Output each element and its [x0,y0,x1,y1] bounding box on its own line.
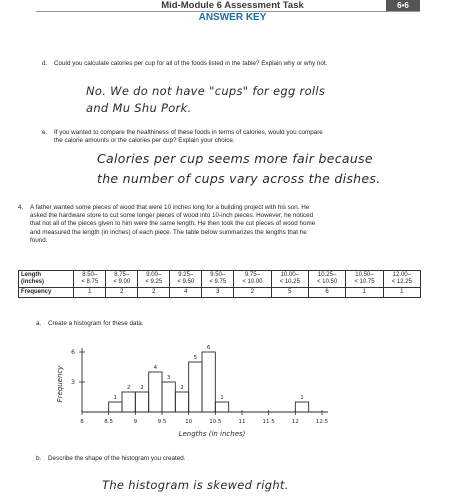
table-cell-frequency: 3 [202,288,234,298]
part-a-text: Create a histogram for these data. [48,320,144,327]
interval-start: 10.25– [317,272,337,278]
question-e-text-line1: If you wanted to compare the healthiness of these foods in terms of calories, would you compare [54,129,323,136]
interval-end: < 9.00 [113,279,131,285]
y-axis-label: Frequency [56,365,64,403]
header-title: Mid-Module 6 Assessment Task [161,0,304,11]
answer-d-line2: and Mu Shu Pork. [86,101,192,115]
x-tick-label: 11 [238,419,246,425]
bar-value-label: 3 [166,375,171,381]
table-header-length-line1: Length [21,272,41,278]
answer-e-line1: Calories per cup seems more fair because [97,151,373,166]
bar-value-label: 2 [180,385,184,391]
question-4-line: found. [30,236,48,244]
x-tick-label: 9 [133,419,138,425]
interval-end: < 10.00 [242,279,263,285]
question-4-line: asked the hardware store to cut some longer pieces of wood into 10-inch pieces. However, he noticed [30,212,314,220]
table-cell-frequency: 2 [234,288,271,298]
histogram-bar [175,392,188,412]
part-b-text: Describe the shape of the histogram you created. [48,455,186,462]
interval-end: < 10.50 [317,279,338,285]
interval-start: 9.00– [146,272,162,278]
interval-start: 12.00– [392,272,411,278]
histogram-bar [135,392,148,412]
question-e-text-line2: the calorie amounts or the calories per cup? Explain your choice. [54,137,235,145]
question-d-text: Could you calculate calories per cup for all of the foods listed in the table? Explain why or why not. [54,60,328,67]
interval-end: < 9.50 [177,279,195,285]
bar-value-label: 1 [220,395,224,401]
interval-end: < 10.25 [279,279,300,285]
table-cell-frequency: 5 [271,288,308,298]
bar-value-label: 2 [140,385,144,391]
histogram-bar [215,402,228,412]
bar-value-label: 1 [113,395,118,401]
bar-value-label: 4 [153,365,158,371]
question-4-line: and measured the length (in inches) of each piece. The table below summarizes the lengths that he [30,228,307,236]
x-tick-label: 10.5 [209,419,222,425]
bar-value-label: 1 [300,395,304,401]
interval-end: < 10.75 [354,279,375,285]
interval-start: 9.25– [178,272,194,278]
interval-end: < 8.75 [81,279,99,285]
table-cell-frequency: 1 [346,288,383,298]
table-cell-frequency: 4 [170,288,202,298]
interval-start: 10.00– [280,272,299,278]
part-a-label: a. [36,320,42,327]
x-tick-label: 9.5 [157,419,167,425]
interval-end: < 9.25 [145,279,163,285]
interval-start: 9.75– [244,272,260,278]
question-4-label: 4. [18,204,24,211]
histogram-bar [109,402,122,412]
answer-e-line2: the number of cups vary across the dishes. [97,171,381,186]
x-tick-label: 12 [291,419,299,425]
interval-start: 10.50– [355,272,374,278]
bar-value-label: 6 [206,345,211,351]
question-4-line: that not all of the pieces given to him were the same length. He then took the cut pieces of wood home [30,220,316,228]
bar-value-label: 2 [126,385,131,391]
interval-end: < 12.25 [391,279,412,285]
interval-end: < 9.75 [209,279,227,285]
x-tick-label: 8.5 [104,419,114,425]
answer-key-label: ANSWER KEY [198,12,267,23]
interval-start: 9.50– [210,272,226,278]
answer-d-line1: No. We do not have "cups" for egg rolls [86,84,326,98]
question-4-line: A father wanted some pieces of wood that were 10 inches long for a building project with his son. He [30,204,310,211]
y-tick-label: 6 [71,349,75,356]
table-cell-frequency: 1 [74,288,106,298]
histogram-bar [122,392,135,412]
part-b-label: b. [36,455,42,462]
x-tick-label: 10 [185,419,193,425]
x-tick-label: 12.5 [315,419,329,425]
histogram-bar [149,372,162,412]
part-b [36,455,186,463]
question-d-label: d. [42,60,48,67]
question-e-label: e. [42,129,48,136]
table-cell-frequency: 1 [383,288,420,298]
table-header-frequency: Frequency [19,288,74,298]
module-badge: 6•6 [386,0,420,12]
table-cell-frequency: 2 [138,288,170,298]
table-cell-frequency: 2 [106,288,138,298]
interval-start: 8.50– [82,272,98,278]
x-tick-label: 8 [80,419,84,425]
interval-start: 8.75– [114,272,130,278]
histogram-bar [295,402,308,412]
x-axis-label: Lengths (in inches) [178,430,246,438]
table-cell-frequency: 6 [308,288,345,298]
table-header-length-line2: (inches) [21,279,45,285]
histogram-bar [189,362,202,412]
histogram-bar [162,382,175,412]
y-tick-label: 3 [71,379,75,386]
histogram-bar [202,352,215,412]
answer-b: The histogram is skewed right. [102,478,289,492]
bar-value-label: 5 [193,355,198,361]
x-tick-label: 11.5 [262,419,275,425]
